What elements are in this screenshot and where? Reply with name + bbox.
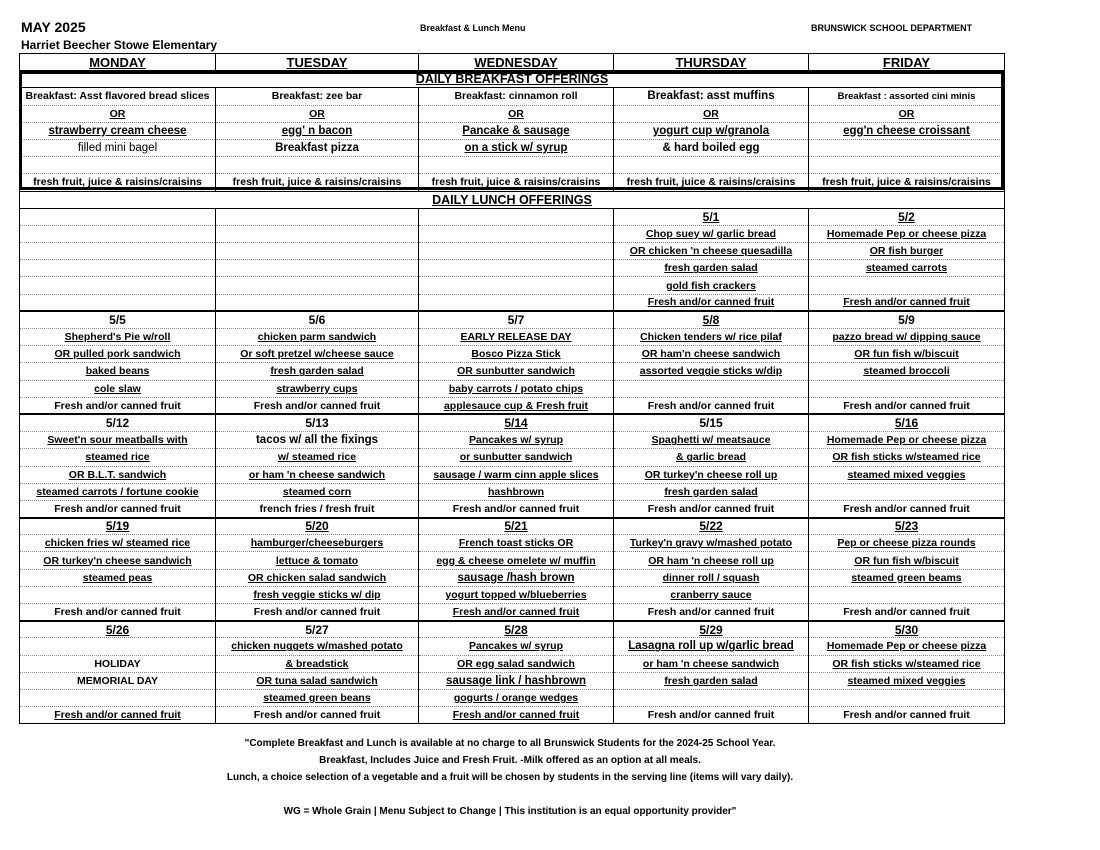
lunch-week-3-row [20, 483, 1005, 500]
lunch-item-cell: gogurts / orange wedges [419, 689, 614, 706]
date-cell: 5/16 [809, 414, 1005, 431]
lunch-week-4-row [20, 518, 1005, 535]
lunch-item-cell: Sweet'n sour meatballs with [20, 432, 216, 449]
lunch-item-cell: applesauce cup & Fresh fruit [419, 397, 614, 414]
breakfast-cell: egg' n bacon [216, 122, 419, 139]
lunch-week-2-row [20, 397, 1005, 414]
date-cell: 5/23 [809, 518, 1005, 535]
breakfast-row [20, 139, 1005, 156]
lunch-item-cell: baby carrots / potato chips [419, 380, 614, 397]
lunch-item-cell: OR chicken 'n cheese quesadilla [614, 243, 809, 260]
lunch-item-cell: chicken nuggets w/mashed potato [216, 638, 419, 655]
lunch-week-3-row [20, 500, 1005, 517]
date-cell [419, 208, 614, 225]
breakfast-cell: fresh fruit, juice & raisins/craisins [419, 174, 614, 191]
lunch-item-cell: Fresh and/or canned fruit [20, 604, 216, 621]
breakfast-cell: OR [809, 105, 1005, 122]
lunch-item-cell: Fresh and/or canned fruit [614, 604, 809, 621]
footer-line-1: "Complete Breakfast and Lunch is available at no charge to all Brunswick Students for the 2024-25 School Year. [244, 738, 776, 749]
lunch-item-cell: Or soft pretzel w/cheese sauce [216, 346, 419, 363]
lunch-item-cell: steamed corn [216, 483, 419, 500]
lunch-item-cell: Fresh and/or canned fruit [216, 707, 419, 724]
lunch-item-cell [809, 689, 1005, 706]
lunch-item-cell [20, 294, 216, 311]
lunch-item-cell [216, 260, 419, 277]
lunch-item-cell: OR fun fish w/biscuit [809, 346, 1005, 363]
lunch-item-cell [20, 243, 216, 260]
lunch-item-cell: Fresh and/or canned fruit [216, 604, 419, 621]
lunch-item-cell: OR pulled pork sandwich [20, 346, 216, 363]
lunch-item-cell: fresh garden salad [614, 260, 809, 277]
lunch-week-5-row [20, 621, 1005, 638]
lunch-item-cell: Lasagna roll up w/garlic bread [614, 638, 809, 655]
date-cell: 5/29 [614, 621, 809, 638]
lunch-item-cell: Chicken tenders w/ rice pilaf [614, 329, 809, 346]
lunch-item-cell [809, 380, 1005, 397]
lunch-item-cell: Fresh and/or canned fruit [809, 500, 1005, 517]
lunch-item-cell: or ham 'n cheese sandwich [614, 655, 809, 672]
breakfast-cell [419, 157, 614, 174]
menu-table [19, 53, 1005, 724]
date-cell: 5/2 [809, 208, 1005, 225]
date-cell: 5/27 [216, 621, 419, 638]
lunch-week-2-row [20, 363, 1005, 380]
lunch-item-cell [809, 586, 1005, 603]
day-header-tuesday: TUESDAY [216, 54, 419, 71]
date-cell: 5/22 [614, 518, 809, 535]
lunch-item-cell: OR ham'n cheese sandwich [614, 346, 809, 363]
lunch-item-cell [216, 294, 419, 311]
breakfast-cell: filled mini bagel [20, 139, 216, 156]
lunch-item-cell: or ham 'n cheese sandwich [216, 466, 419, 483]
lunch-item-cell: OR fish burger [809, 243, 1005, 260]
lunch-item-cell [216, 277, 419, 294]
breakfast-cell: fresh fruit, juice & raisins/craisins [809, 174, 1005, 191]
date-cell [216, 208, 419, 225]
breakfast-cell: OR [216, 105, 419, 122]
lunch-item-cell: fresh veggie sticks w/ dip [216, 586, 419, 603]
lunch-week-1-row [20, 225, 1005, 242]
breakfast-cell: Breakfast: Asst flavored bread slices [20, 88, 216, 105]
lunch-item-cell [809, 277, 1005, 294]
lunch-week-3-row [20, 432, 1005, 449]
lunch-item-cell: OR turkey'n cheese roll up [614, 466, 809, 483]
lunch-week-4-row [20, 535, 1005, 552]
lunch-week-4-row [20, 569, 1005, 586]
lunch-item-cell: tacos w/ all the fixings [216, 432, 419, 449]
lunch-item-cell: hamburger/cheeseburgers [216, 535, 419, 552]
lunch-item-cell: Fresh and/or canned fruit [419, 707, 614, 724]
date-cell: 5/21 [419, 518, 614, 535]
lunch-item-cell: steamed mixed veggies [809, 466, 1005, 483]
lunch-item-cell [419, 260, 614, 277]
lunch-item-cell: Chop suey w/ garlic bread [614, 225, 809, 242]
date-cell: 5/8 [614, 311, 809, 328]
lunch-item-cell: fresh garden salad [216, 363, 419, 380]
lunch-week-1-row [20, 208, 1005, 225]
lunch-item-cell: gold fish crackers [614, 277, 809, 294]
breakfast-cell [809, 157, 1005, 174]
date-cell: 5/7 [419, 311, 614, 328]
lunch-item-cell: cranberry sauce [614, 586, 809, 603]
lunch-item-cell: hashbrown [419, 483, 614, 500]
lunch-item-cell: cole slaw [20, 380, 216, 397]
lunch-item-cell: Pancakes w/ syrup [419, 432, 614, 449]
lunch-item-cell [419, 277, 614, 294]
lunch-item-cell: Fresh and/or canned fruit [809, 294, 1005, 311]
lunch-week-3-row [20, 466, 1005, 483]
lunch-item-cell: & breadstick [216, 655, 419, 672]
day-header-friday: FRIDAY [809, 54, 1005, 71]
breakfast-title-row [20, 71, 1005, 88]
lunch-item-cell: Homemade Pep or cheese pizza [809, 638, 1005, 655]
lunch-item-cell: Fresh and/or canned fruit [809, 604, 1005, 621]
lunch-item-cell: steamed broccoli [809, 363, 1005, 380]
lunch-item-cell: Fresh and/or canned fruit [614, 500, 809, 517]
lunch-item-cell: Fresh and/or canned fruit [419, 500, 614, 517]
day-header-row [20, 54, 1005, 71]
breakfast-cell: & hard boiled egg [614, 139, 809, 156]
breakfast-cell: Breakfast pizza [216, 139, 419, 156]
lunch-item-cell: OR tuna salad sandwich [216, 672, 419, 689]
breakfast-cell: Breakfast: cinnamon roll [419, 88, 614, 105]
date-cell: 5/20 [216, 518, 419, 535]
lunch-item-cell: HOLIDAY [20, 655, 216, 672]
breakfast-cell: on a stick w/ syrup [419, 139, 614, 156]
lunch-item-cell: w/ steamed rice [216, 449, 419, 466]
day-header-thursday: THURSDAY [614, 54, 809, 71]
lunch-week-5-row [20, 707, 1005, 724]
lunch-item-cell: baked beans [20, 363, 216, 380]
breakfast-cell: Breakfast : assorted cini minis [809, 88, 1005, 105]
lunch-week-2-row [20, 311, 1005, 328]
breakfast-cell: egg'n cheese croissant [809, 122, 1005, 139]
lunch-item-cell [20, 638, 216, 655]
footer-line-3: Lunch, a choice selection of a vegetable and a fruit will be chosen by students in the serving line (items will vary daily). [226, 772, 794, 783]
lunch-item-cell [419, 243, 614, 260]
breakfast-cell: strawberry cream cheese [20, 122, 216, 139]
footer-line-4: WG = Whole Grain | Menu Subject to Change | This institution is an equal opportunity provider" [283, 806, 737, 817]
lunch-item-cell [419, 225, 614, 242]
lunch-item-cell: Fresh and/or canned fruit [809, 397, 1005, 414]
lunch-item-cell: pazzo bread w/ dipping sauce [809, 329, 1005, 346]
breakfast-cell [216, 157, 419, 174]
lunch-item-cell: French toast sticks OR [419, 535, 614, 552]
breakfast-cell: fresh fruit, juice & raisins/craisins [216, 174, 419, 191]
date-cell: 5/13 [216, 414, 419, 431]
lunch-item-cell: MEMORIAL DAY [20, 672, 216, 689]
lunch-week-1-row [20, 277, 1005, 294]
month-title: MAY 2025 [21, 19, 86, 35]
day-header-monday: MONDAY [20, 54, 216, 71]
lunch-item-cell: Fresh and/or canned fruit [614, 707, 809, 724]
date-cell: 5/6 [216, 311, 419, 328]
date-cell: 5/9 [809, 311, 1005, 328]
lunch-item-cell: Fresh and/or canned fruit [216, 397, 419, 414]
lunch-item-cell: yogurt topped w/blueberries [419, 586, 614, 603]
lunch-item-cell: Fresh and/or canned fruit [614, 294, 809, 311]
lunch-item-cell [419, 294, 614, 311]
lunch-item-cell: dinner roll / squash [614, 569, 809, 586]
lunch-item-cell: OR fun fish w/biscuit [809, 552, 1005, 569]
lunch-item-cell [20, 260, 216, 277]
lunch-item-cell: french fries / fresh fruit [216, 500, 419, 517]
date-cell [20, 208, 216, 225]
lunch-item-cell [20, 225, 216, 242]
lunch-item-cell: steamed green beans [216, 689, 419, 706]
lunch-item-cell: egg & cheese omelete w/ muffin [419, 552, 614, 569]
breakfast-row [20, 88, 1005, 105]
lunch-item-cell: Pep or cheese pizza rounds [809, 535, 1005, 552]
day-header-wednesday: WEDNESDAY [419, 54, 614, 71]
date-cell: 5/19 [20, 518, 216, 535]
date-cell: 5/30 [809, 621, 1005, 638]
lunch-item-cell: OR ham 'n cheese roll up [614, 552, 809, 569]
breakfast-row [20, 157, 1005, 174]
date-cell: 5/14 [419, 414, 614, 431]
breakfast-row [20, 105, 1005, 122]
lunch-item-cell: or sunbutter sandwich [419, 449, 614, 466]
lunch-week-5-row [20, 689, 1005, 706]
lunch-item-cell: OR egg salad sandwich [419, 655, 614, 672]
breakfast-cell: yogurt cup w/granola [614, 122, 809, 139]
breakfast-cell [809, 139, 1005, 156]
lunch-item-cell [809, 483, 1005, 500]
lunch-item-cell: Pancakes w/ syrup [419, 638, 614, 655]
lunch-item-cell: OR fish sticks w/steamed rice [809, 655, 1005, 672]
lunch-item-cell: OR B.L.T. sandwich [20, 466, 216, 483]
lunch-item-cell [20, 277, 216, 294]
lunch-week-2-row [20, 380, 1005, 397]
lunch-week-1-row [20, 260, 1005, 277]
lunch-item-cell: Fresh and/or canned fruit [614, 397, 809, 414]
lunch-item-cell: Homemade Pep or cheese pizza [809, 432, 1005, 449]
lunch-item-cell: steamed green beams [809, 569, 1005, 586]
lunch-item-cell: Spaghetti w/ meatsauce [614, 432, 809, 449]
school-name: Harriet Beecher Stowe Elementary [21, 38, 218, 52]
lunch-item-cell: Fresh and/or canned fruit [809, 707, 1005, 724]
lunch-item-cell [20, 689, 216, 706]
lunch-title-row [20, 191, 1005, 208]
lunch-item-cell [20, 586, 216, 603]
lunch-item-cell: fresh garden salad [614, 483, 809, 500]
lunch-week-4-row [20, 604, 1005, 621]
lunch-item-cell: OR chicken salad sandwich [216, 569, 419, 586]
lunch-item-cell: Fresh and/or canned fruit [20, 707, 216, 724]
lunch-item-cell: Bosco Pizza Stick [419, 346, 614, 363]
menu-title: Breakfast & Lunch Menu [420, 23, 526, 33]
date-cell: 5/26 [20, 621, 216, 638]
lunch-week-1-row [20, 243, 1005, 260]
lunch-item-cell: OR fish sticks w/steamed rice [809, 449, 1005, 466]
footer-line-2: Breakfast, Includes Juice and Fresh Fruit. -Milk offered as an option at all meals. [319, 755, 701, 766]
lunch-item-cell: Shepherd's Pie w/roll [20, 329, 216, 346]
breakfast-cell: fresh fruit, juice & raisins/craisins [20, 174, 216, 191]
lunch-week-3-row [20, 414, 1005, 431]
lunch-week-5-row [20, 638, 1005, 655]
lunch-item-cell: Fresh and/or canned fruit [20, 500, 216, 517]
lunch-item-cell: sausage link / hashbrown [419, 672, 614, 689]
lunch-item-cell: sausage /hash brown [419, 569, 614, 586]
lunch-item-cell: chicken parm sandwich [216, 329, 419, 346]
breakfast-section-title: DAILY BREAKFAST OFFERINGS [20, 71, 1005, 88]
lunch-item-cell: Homemade Pep or cheese pizza [809, 225, 1005, 242]
lunch-item-cell: Fresh and/or canned fruit [20, 397, 216, 414]
lunch-item-cell: & garlic bread [614, 449, 809, 466]
lunch-item-cell [216, 225, 419, 242]
lunch-week-4-row [20, 552, 1005, 569]
department-name: BRUNSWICK SCHOOL DEPARTMENT [811, 23, 973, 33]
lunch-week-1-row [20, 294, 1005, 311]
date-cell: 5/28 [419, 621, 614, 638]
date-cell: 5/15 [614, 414, 809, 431]
lunch-item-cell: Turkey'n gravy w/mashed potato [614, 535, 809, 552]
lunch-week-5-row [20, 672, 1005, 689]
lunch-item-cell: lettuce & tomato [216, 552, 419, 569]
lunch-item-cell: steamed peas [20, 569, 216, 586]
lunch-item-cell: steamed mixed veggies [809, 672, 1005, 689]
date-cell: 5/5 [20, 311, 216, 328]
breakfast-cell [614, 157, 809, 174]
lunch-item-cell: EARLY RELEASE DAY [419, 329, 614, 346]
breakfast-cell: fresh fruit, juice & raisins/craisins [614, 174, 809, 191]
lunch-week-3-row [20, 449, 1005, 466]
breakfast-row [20, 122, 1005, 139]
lunch-item-cell: steamed carrots [809, 260, 1005, 277]
breakfast-row [20, 174, 1005, 191]
breakfast-cell: Breakfast: zee bar [216, 88, 419, 105]
breakfast-cell: Breakfast: asst muffins [614, 88, 809, 105]
date-cell: 5/1 [614, 208, 809, 225]
lunch-item-cell: fresh garden salad [614, 672, 809, 689]
lunch-week-2-row [20, 329, 1005, 346]
lunch-item-cell: OR sunbutter sandwich [419, 363, 614, 380]
lunch-item-cell: chicken fries w/ steamed rice [20, 535, 216, 552]
lunch-item-cell: Fresh and/or canned fruit [419, 604, 614, 621]
lunch-item-cell: OR turkey'n cheese sandwich [20, 552, 216, 569]
lunch-week-2-row [20, 346, 1005, 363]
lunch-section-title: DAILY LUNCH OFFERINGS [20, 191, 1005, 208]
lunch-item-cell: assorted veggie sticks w/dip [614, 363, 809, 380]
lunch-item-cell: strawberry cups [216, 380, 419, 397]
lunch-item-cell [216, 243, 419, 260]
lunch-item-cell [614, 380, 809, 397]
lunch-week-4-row [20, 586, 1005, 603]
breakfast-cell: OR [20, 105, 216, 122]
breakfast-cell: OR [614, 105, 809, 122]
breakfast-cell: OR [419, 105, 614, 122]
breakfast-cell: Pancake & sausage [419, 122, 614, 139]
lunch-item-cell [614, 689, 809, 706]
lunch-item-cell: steamed rice [20, 449, 216, 466]
lunch-item-cell: steamed carrots / fortune cookie [20, 483, 216, 500]
lunch-week-5-row [20, 655, 1005, 672]
date-cell: 5/12 [20, 414, 216, 431]
lunch-item-cell: sausage / warm cinn apple slices [419, 466, 614, 483]
breakfast-cell [20, 157, 216, 174]
